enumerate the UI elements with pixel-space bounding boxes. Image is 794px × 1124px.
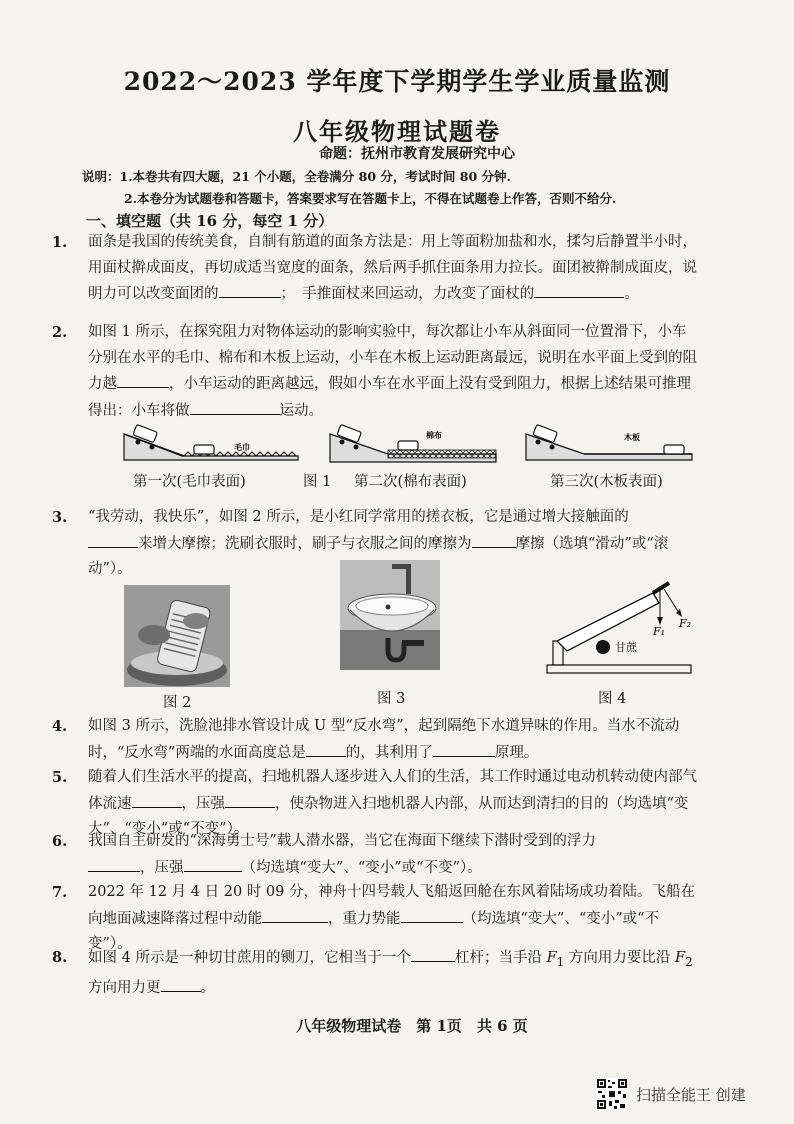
force-symbol: F <box>675 950 686 966</box>
question-text: 原理。 <box>494 744 539 761</box>
question-text: 方向用力要比沿 <box>564 950 676 966</box>
answer-blank <box>117 371 169 388</box>
cotton-label: 棉布 <box>426 430 442 440</box>
question-number: 7. <box>52 884 68 901</box>
figure-4-caption: 图 4 <box>598 691 627 707</box>
answer-blank <box>88 531 138 548</box>
question-text: 摩擦（选填“滑动”或“滚动”）。 <box>88 535 669 577</box>
sugarcane-label: 甘蔗 <box>615 641 637 654</box>
question-text: 运动。 <box>279 402 323 419</box>
watermark-text: 扫描全能王 创建 <box>636 1085 746 1104</box>
qr-code-icon <box>596 1078 628 1110</box>
ramp-towel-diagram <box>122 420 300 464</box>
answer-blank <box>132 791 182 808</box>
question-text: 我国自主研发的“深海勇士号”载人潜水器，当它在海面下继续下潜时受到的浮力 <box>88 833 596 849</box>
answer-blank <box>161 975 201 992</box>
question-text: 面条是我国的传统美食，自制有筋道的面条方法是：用上等面粉加盐和水，揉匀后静置半小时，用面杖擀成面皮，再切成适当宽度的面条，然后两手抓住面条用力拉长。面团被擀制成面皮，说明力可以改变面团的 <box>88 234 697 302</box>
question-text: 如图 4 所示是一种切甘蔗用的铡刀，它相当于一个 <box>88 950 411 966</box>
question-number: 8. <box>52 949 68 966</box>
question-text: 如图 1 所示，在探究阻力对物体运动的影响实验中，每次都让小车从斜面同一位置滑下，小车分别在水平的毛巾、棉布和木板上运动，小车在木板上运动距离最远，说明在水平面上受到的阻力越 <box>88 324 697 392</box>
wood-label: 木板 <box>624 432 640 442</box>
figure-2-caption: 图 2 <box>163 695 192 711</box>
question-text: ； 手推面杖来回运动，力改变了面杖的 <box>280 286 535 302</box>
answer-blank <box>225 791 275 808</box>
question-number: 1. <box>52 234 68 251</box>
question-8 <box>52 945 698 1002</box>
exam-author: 命题：抚州市教育发展研究中心 <box>319 146 515 162</box>
question-1 <box>52 230 698 308</box>
question-number: 6. <box>52 833 68 850</box>
answer-blank <box>472 531 516 548</box>
question-text: 如图 3 所示，洗脸池排水管设计成 U 型“反水弯”，起到隔绝下水道异味的作用。当水不流动时，“反水弯”两端的水面高度总是 <box>88 718 680 761</box>
answer-blank <box>306 740 346 757</box>
exam-title: 2022～2023 学年度下学期学生学业质量监测 <box>123 67 671 96</box>
question-number: 4. <box>52 718 68 735</box>
question-text: 的，其利用了 <box>345 744 433 761</box>
answer-blank <box>433 740 495 757</box>
answer-blank <box>88 855 140 872</box>
question-number: 5. <box>52 769 68 786</box>
question-text: ，小车运动的距离越远，假如小车在水平面上没有受到阻力，根据上述结果可推理得出：小车将做 <box>88 376 691 419</box>
question-4 <box>52 714 698 766</box>
force-subscript: 2 <box>685 954 693 969</box>
scanner-watermark <box>596 1078 746 1110</box>
question-text: ，重力势能 <box>328 910 401 927</box>
question-text: 。 <box>624 286 639 302</box>
page-footer: 八年级物理试卷 第 1页 共 6 页 <box>296 1017 528 1035</box>
exam-subtitle: 八年级物理试题卷 <box>293 117 501 146</box>
washboard-photo <box>124 585 230 687</box>
sink-photo <box>340 560 440 670</box>
instructions-note-2: 2.本卷分为试题卷和答题卡，答案要求写在答题卡上，不得在试题卷上作答，否则不给分. <box>124 191 617 206</box>
section-heading: 一、填空题（共 16 分，每空 1 分） <box>86 212 334 230</box>
question-text: 方向用力更 <box>88 980 161 997</box>
sugarcane-cutter-diagram <box>543 577 703 677</box>
instructions-note-1: 说明：1.本卷共有四大题，21 个小题，全卷满分 80 分，考试时间 80 分钟. <box>82 169 511 184</box>
ramp-cotton-diagram <box>328 420 498 464</box>
question-text: （均选填“变大”、“变小”或“不变”）。 <box>241 859 482 876</box>
answer-blank <box>219 281 281 298</box>
force-f2-label: F₂ <box>679 617 692 630</box>
question-text: 随着人们生活水平的提高，扫地机器人逐步进入人们的生活，其工作时通过电动机转动使内部气体流速 <box>88 769 697 812</box>
question-6 <box>52 829 698 881</box>
question-text: 杠杆；当手沿 <box>454 950 547 966</box>
figure-1-caption-towel: 第一次(毛巾表面) <box>133 474 246 490</box>
answer-blank <box>534 281 624 298</box>
question-number: 2. <box>52 324 68 341</box>
force-subscript: 1 <box>556 954 565 969</box>
question-text: 2022 年 12 月 4 日 20 时 09 分，神舟十四号载人飞船返回舱在东风着陆场成功着陆。飞船在向地面减速降落过程中动能 <box>88 884 695 927</box>
figure-3-caption: 图 3 <box>377 691 406 707</box>
figures-2-3-4 <box>0 585 794 710</box>
question-text: ，压强 <box>140 859 184 876</box>
figure-1-caption: 图 1 <box>303 474 332 490</box>
question-text: 来增大摩擦；洗刷衣服时，刷子与衣服之间的摩擦为 <box>138 535 472 552</box>
question-2 <box>52 320 698 424</box>
figure-1-caption-cotton: 第二次(棉布表面) <box>354 474 467 490</box>
question-number: 3. <box>52 509 68 526</box>
towel-label: 毛巾 <box>234 442 250 452</box>
question-text: “我劳动，我快乐”，如图 2 所示，是小红同学常用的搓衣板，它是通过增大接触面的 <box>88 509 629 525</box>
question-text: 。 <box>200 980 215 997</box>
answer-blank <box>411 945 455 962</box>
force-symbol: F <box>546 950 557 966</box>
answer-blank <box>184 855 242 872</box>
answer-blank <box>401 906 463 923</box>
answer-blank <box>262 906 328 923</box>
question-text: ，使杂物进入扫地机器人内部，从而达到清扫的目的（均选填“变大”、“变小”或“不变”）。 <box>88 795 689 837</box>
figure-1-caption-wood: 第三次(木板表面) <box>550 474 663 490</box>
ramp-wood-diagram <box>524 420 694 464</box>
question-text: ，压强 <box>181 795 225 812</box>
answer-blank <box>190 398 280 415</box>
force-f1-label: F₁ <box>653 625 666 638</box>
figure-1 <box>0 420 794 500</box>
question-text: （均选填“变大”、“变小”或“不变”）。 <box>88 910 660 952</box>
